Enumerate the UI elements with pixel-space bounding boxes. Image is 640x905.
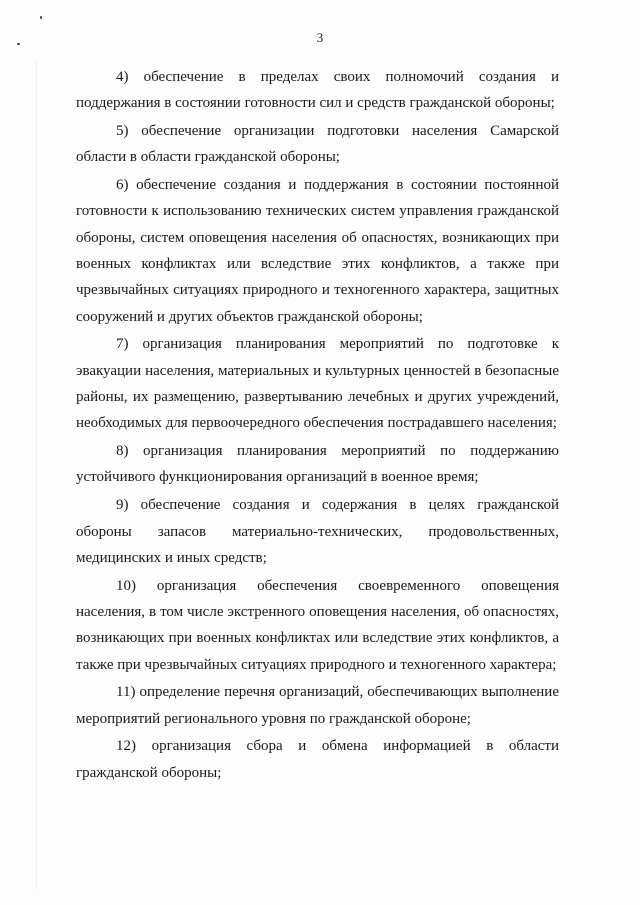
scan-speck [40,16,42,19]
list-item-7: 7) организация планирования мероприятий по подготовке к эвакуации населения, материальных и культурных ценностей в безопасные районы, их размещению, развертыванию лечебных и других учреждений, необходимых для первоочередного обеспечения пострадавшего населения; [76,336,559,432]
list-item-12: 12) организация сбора и обмена информацией в области гражданской обороны; [76,738,559,781]
list-item-11: 11) определение перечня организаций, обеспечивающих выполнение мероприятий регионального уровня по гражданской обороне; [76,684,559,727]
list-item-4: 4) обеспечение в пределах своих полномочий создания и поддержания в состоянии готовности сил и средств гражданской обороны; [76,69,559,112]
page-number: 3 [316,30,324,45]
list-item-5: 5) обеспечение организации подготовки населения Самарской области в области гражданской обороны; [76,123,559,166]
list-item-10: 10) организация обеспечения своевременного оповещения населения, в том числе экстренного оповещения населения, об опасностях, возникающих при военных конфликтах или вследствие этих конфликтов, а также при чрезвычайных ситуациях природного и техногенного характера; [76,577,559,673]
list-item-8: 8) организация планирования мероприятий по поддержанию устойчивого функционирования организаций в военное время; [76,443,559,486]
list-item-9: 9) обеспечение создания и содержания в целях гражданской обороны запасов материально-технических, продовольственных, медицинских и иных средств; [76,497,559,566]
list-item-6: 6) обеспечение создания и поддержания в состоянии постоянной готовности к использованию технических систем управления гражданской обороны, систем оповещения населения об опасностях, возникающих при военных конфликтах или вследствие этих конфликтов, а также при чрезвычайных ситуациях природного и техногенного характера, защитных сооружений и других объектов гражданской обороны; [76,177,559,325]
document-body [76,64,559,788]
scan-margin-shadow [36,60,37,890]
